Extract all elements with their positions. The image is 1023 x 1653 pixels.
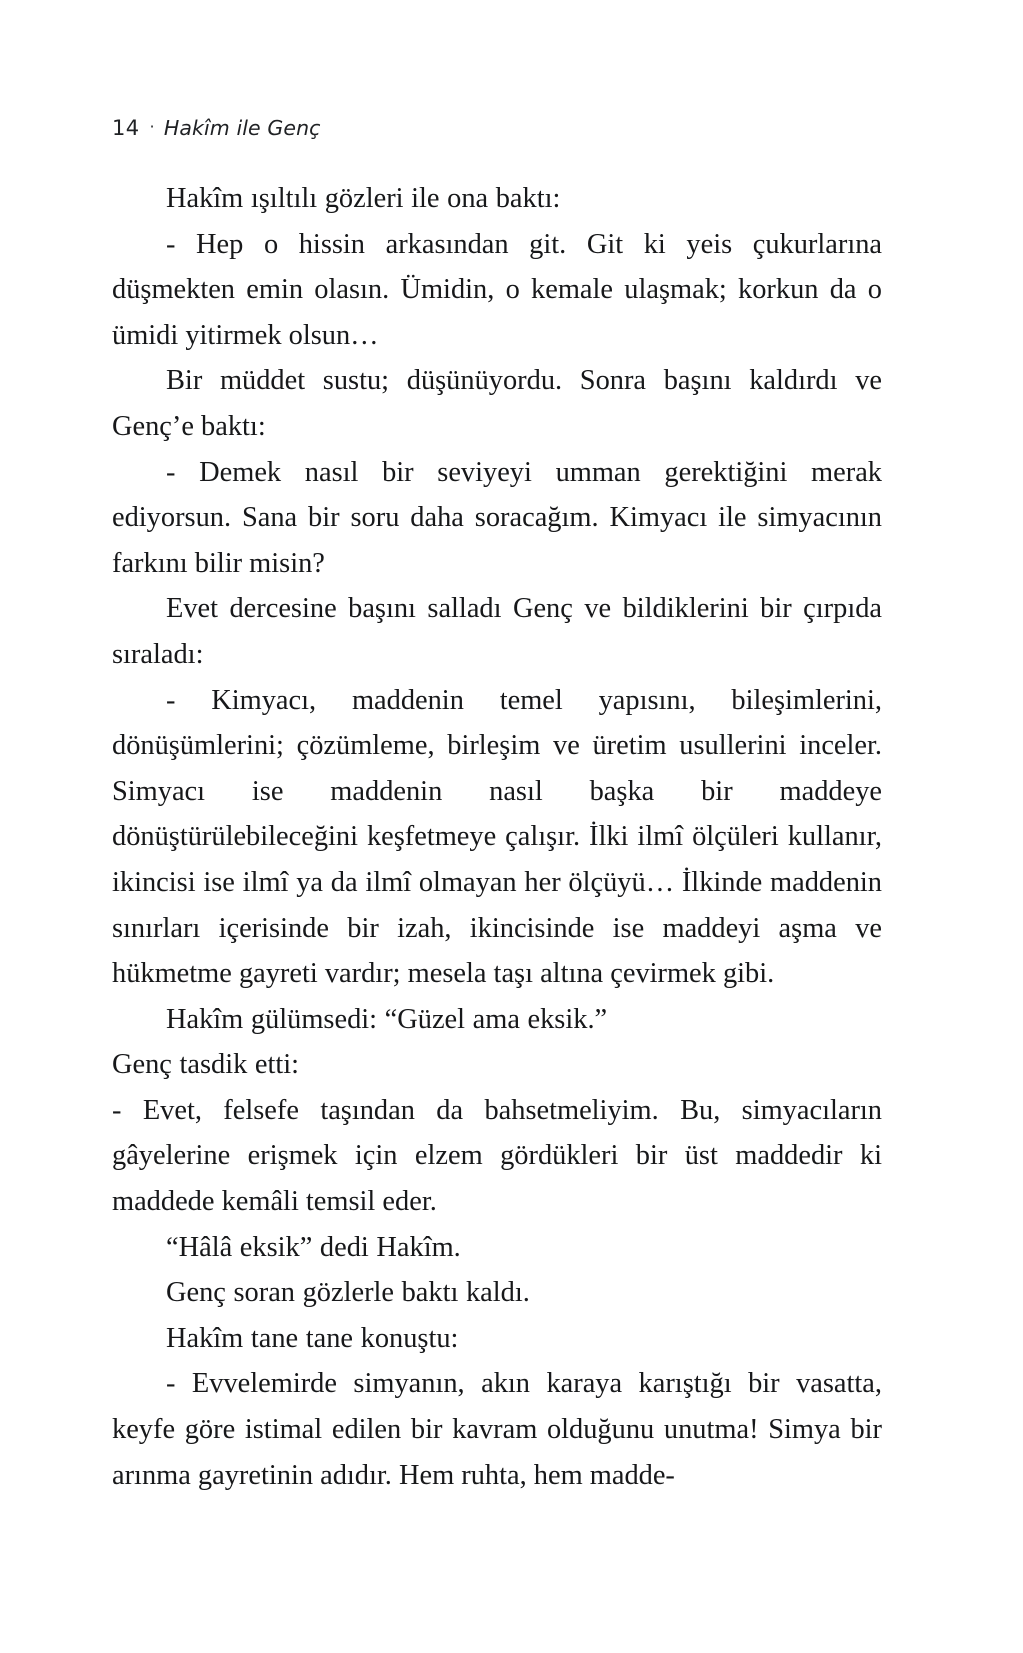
paragraph: - Hep o hissin arkasından git. Git ki yeis çukurlarına düşmekten emin olasın. Ümidin, o kemale ulaşmak; korkun da o ümidi yitirmek olsun…	[112, 228, 882, 351]
paragraph: - Evet, felsefe taşından da bahsetmeliyim. Bu, simyacıların gâyelerine erişmek için elzem gördükleri bir üst maddedir ki maddede kemâli temsil eder.	[112, 1094, 882, 1218]
paragraph: - Evvelemirde simyanın, akın karaya karıştığı bir vasatta, keyfe göre istimal edilen bir kavram olduğunu unutma! Simya bir arınma gayretinin adıdır. Hem ruhta, hem madde-	[112, 1368, 882, 1491]
running-head-title: Hakîm ile Genç	[163, 116, 321, 140]
running-head	[112, 118, 892, 152]
running-head-separator: ·	[149, 117, 155, 136]
paragraph: Hakîm gülümsedi: “Güzel ama eksik.”	[166, 1003, 608, 1035]
paragraph: Genç tasdik etti:	[112, 1049, 300, 1081]
paragraph: - Demek nasıl bir seviyeyi umman gerektiğini merak ediyorsun. Sana bir soru daha soracağım. Kimyacı ile simyacının farkını bilir misin?	[112, 456, 882, 579]
paragraph: “Hâlâ eksik” dedi Hakîm.	[166, 1231, 461, 1263]
body-text-block	[112, 176, 882, 1498]
paragraph: Bir müddet sustu; düşünüyordu. Sonra başını kaldırdı ve Genç’e baktı:	[112, 365, 882, 442]
paragraph: Hakîm ışıltılı gözleri ile ona baktı:	[166, 183, 561, 214]
paragraph: Genç soran gözlerle baktı kaldı.	[166, 1277, 530, 1309]
paragraph: - Kimyacı, maddenin temel yapısını, bileşimlerini, dönüşümlerini; çözümleme, birleşim ve üretim usullerini inceler. Simyacı ise maddenin nasıl başka bir maddeye dönüştürülebileceğini keşfetmeye çalışır. İlki ilmî ölçüleri kullanır, ikincisi ise ilmî ya da ilmî olmayan her ölçüyü… İlkinde maddenin sınırları içerisinde bir izah, ikincisinde ise maddeyi aşma ve hükmetme gayreti vardır; mesela taşı altına çevirmek gibi.	[112, 684, 882, 990]
paragraph: Hakîm tane tane konuştu:	[166, 1322, 459, 1354]
paragraph: Evet dercesine başını salladı Genç ve bildiklerini bir çırpıda sıraladı:	[112, 593, 882, 670]
page-number: 14	[112, 116, 140, 140]
